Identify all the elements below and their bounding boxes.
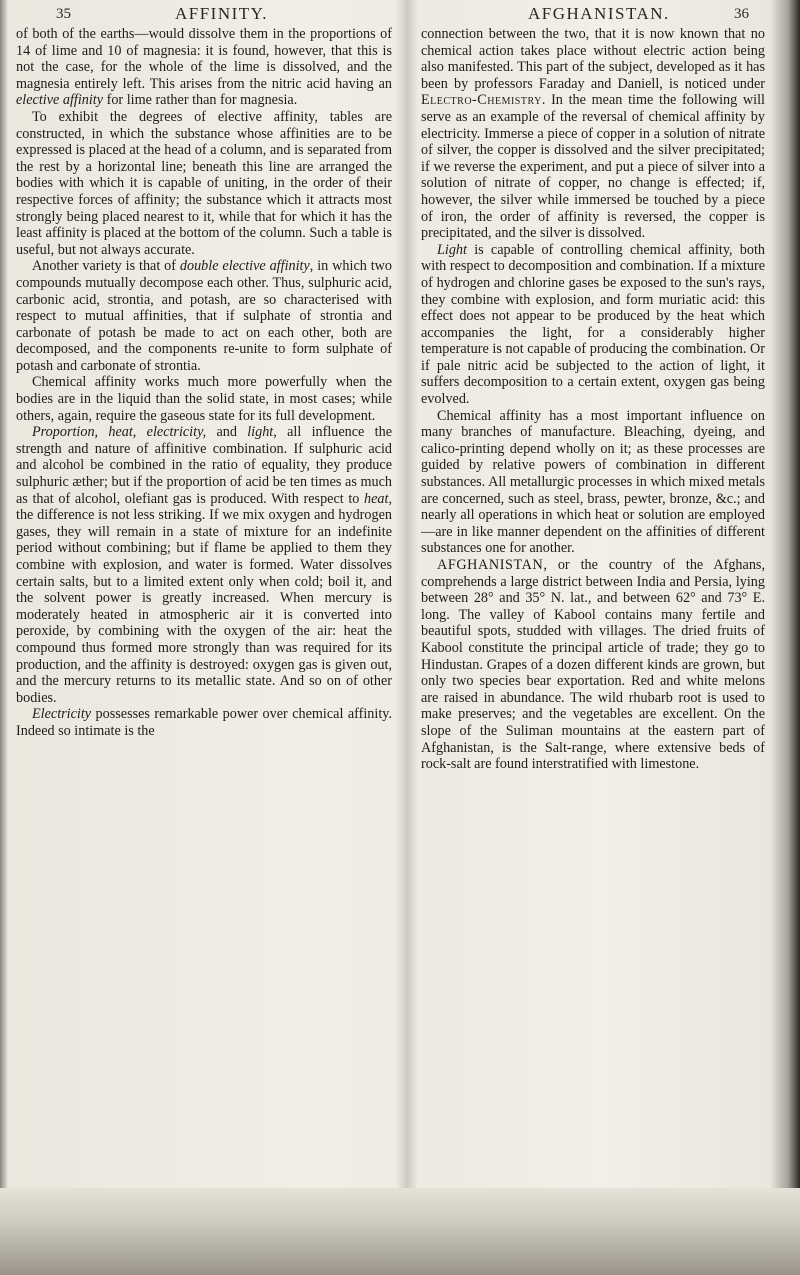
paragraph xyxy=(421,408,765,557)
paragraph xyxy=(16,706,392,739)
paragraph xyxy=(16,26,392,109)
paragraph-text: , in which two compounds mutually decompose each other. Thus, sulphuric acid, carbonic acid, strontia, and potash, are so characterised with respect to mutual affinities, that if sulphate of strontia and carbonate of potash be made to act on each other, both are decomposed, and the components re-unite to form sulphate of potash and carbonate of strontia. xyxy=(16,258,392,374)
left-running-title: AFFINITY. xyxy=(175,4,269,23)
paragraph xyxy=(421,26,765,242)
paragraph-text: and xyxy=(206,424,248,441)
right-text-column xyxy=(421,26,765,773)
paragraph-text: is capable of controlling chemical affinity, both with respect to decomposition and combination. If a mixture of hydrogen and chlorine gases be exposed to the sun's rays, they combine with explosion, and form muriatic acid: this effect does not appear to be produced by the heat which accompanies the light, for a considerably higher temperature is not capable of producing the combination. Or if pale nitric acid be subjected to the action of light, it suffers decomposition to a certain extent, oxygen gas being evolved. xyxy=(421,241,765,408)
paragraph xyxy=(421,242,765,408)
left-text-column xyxy=(16,26,392,740)
left-page-edge-shadow xyxy=(0,0,8,1275)
emphasis-text: Electricity xyxy=(32,706,92,723)
paragraph xyxy=(16,424,392,706)
entry-heading: AFGHANISTAN xyxy=(437,557,544,573)
emphasis-text: heat xyxy=(364,490,389,507)
emphasis-text: Light xyxy=(437,241,467,258)
paragraph-text: , the difference is not less striking. If we mix oxygen and hydrogen gases, they will remain in a state of mixture for an indefinite period without combining; but if flame be applied to them they combine with explosion, and water is formed. Water dissolves certain salts, but to a limited extent only when cold; boil it, and the solvent power is greatly increased. When mercury is moderately heated in atmospheric air it is converted into peroxide, by combining with the oxygen of the air: heat the compound thus formed more strongly than was required for its production, and the affinity is destroyed: oxygen gas is given out, and the mercury returns to its metallic state. And so on of other bodies. xyxy=(16,490,392,706)
paragraph-text: connection between the two, that it is now known that no chemical action takes place without electric action being also manifested. This part of the subject, developed as it has been by professors Faraday and Daniell, is noticed under xyxy=(421,26,765,92)
column-gutter xyxy=(396,0,418,1275)
paragraph-text: Chemical affinity has a most important influence on many branches of manufacture. Bleaching, dyeing, and calico-printing depend wholly on it; as these processes are guided by relative powers of combination in different substances. All metallurgic processes in which mixed metals are concerned, such as steel, brass, pewter, bronze, &c.; and nearly all operations in which heat or solution are employed—are in like manner dependent on the affinities of different substances one for another. xyxy=(421,407,765,557)
bottom-page-edge xyxy=(0,1188,800,1275)
emphasis-text: Proportion, heat, electricity, xyxy=(32,424,207,441)
paragraph-text: To exhibit the degrees of elective affinity, tables are constructed, in which the substance whose affinities are to be expressed is placed at the head of a column, and is separated from the rest by a horizontal line; beneath this line are arranged the bodies with which it is capable of uniting, in the order of their respective forces of affinity; the substance which it attracts most strongly being placed nearest to it, while that for which it has the least affinity is placed at the bottom of the column. Such a table is useful, but not always accurate. xyxy=(16,108,392,258)
right-page-number: 36 xyxy=(734,6,749,22)
paragraph-text: , or the country of the Afghans, comprehends a large district between India and Persia, lying between 28° and 35° N. lat., and between 62° and 73° E. long. The valley of Kabool contains many fertile and beautiful spots, studded with villages. The dried fruits of Kabool constitute the principal article of trade; they go to Hindustan. Grapes of a dozen different kinds are grown, but only two species bear exportation. Red and white melons are raised in abundance. The wild rhubarb root is used to make preserves; and the vegetables are excellent. On the slope of the Suliman mountains at the eastern part of Afghanistan, is the Salt-range, where extensive beds of rock-salt are found interstratified with limestone. xyxy=(421,557,765,773)
cross-reference-text: Electro-Chemistry xyxy=(421,92,542,109)
left-page-number: 35 xyxy=(56,6,71,22)
paragraph xyxy=(16,374,392,424)
emphasis-text: light xyxy=(247,424,274,441)
emphasis-text: double elective affinity xyxy=(179,258,310,275)
right-running-title: AFGHANISTAN. xyxy=(528,4,670,23)
paragraph-text: for lime rather than for magnesia. xyxy=(103,92,298,109)
paragraph-text: Chemical affinity works much more powerfully when the bodies are in the liquid than the solid state, in most cases; while others, again, require the gaseous state for its full development. xyxy=(16,374,392,424)
paragraph xyxy=(16,109,392,258)
paragraph-text: , all influence the strength and nature of affinitive combination. If sulphuric acid and alcohol be combined in the ratio of equality, they produce sulphuric æther; but if the proportion of acid be ten times as much as that of alcohol, olefiant gas is produced. With respect to xyxy=(16,424,392,507)
paragraph-text: Another variety is that of xyxy=(32,258,180,275)
paragraph-text: possesses remarkable power over chemical affinity. Indeed so intimate is the xyxy=(16,706,392,739)
emphasis-text: elective affinity xyxy=(16,92,104,109)
paragraph xyxy=(421,557,765,773)
paragraph-text: . In the mean time the following will serve as an example of the reversal of chemical affinity by electricity. Immerse a piece of copper in a solution of nitrate of silver, the copper is dissolved and the silver precipitated; if we reverse the experiment, and put a piece of silver into a solution of nitrate of copper, no change is effected; if, however, the silver while immersed be touched by a piece of iron, the order of affinity is reversed, the copper is precipitated, and the silver is dissolved. xyxy=(421,92,765,242)
paragraph xyxy=(16,258,392,374)
paragraph-text: of both of the earths—would dissolve them in the proportions of 14 of lime and 10 of magnesia: it is found, however, that this is not the case, for the whole of the lime is dissolved, and the magnesia entirely left. This arises from the nitric acid having an xyxy=(16,26,392,92)
right-page-edge-shadow xyxy=(770,0,800,1275)
